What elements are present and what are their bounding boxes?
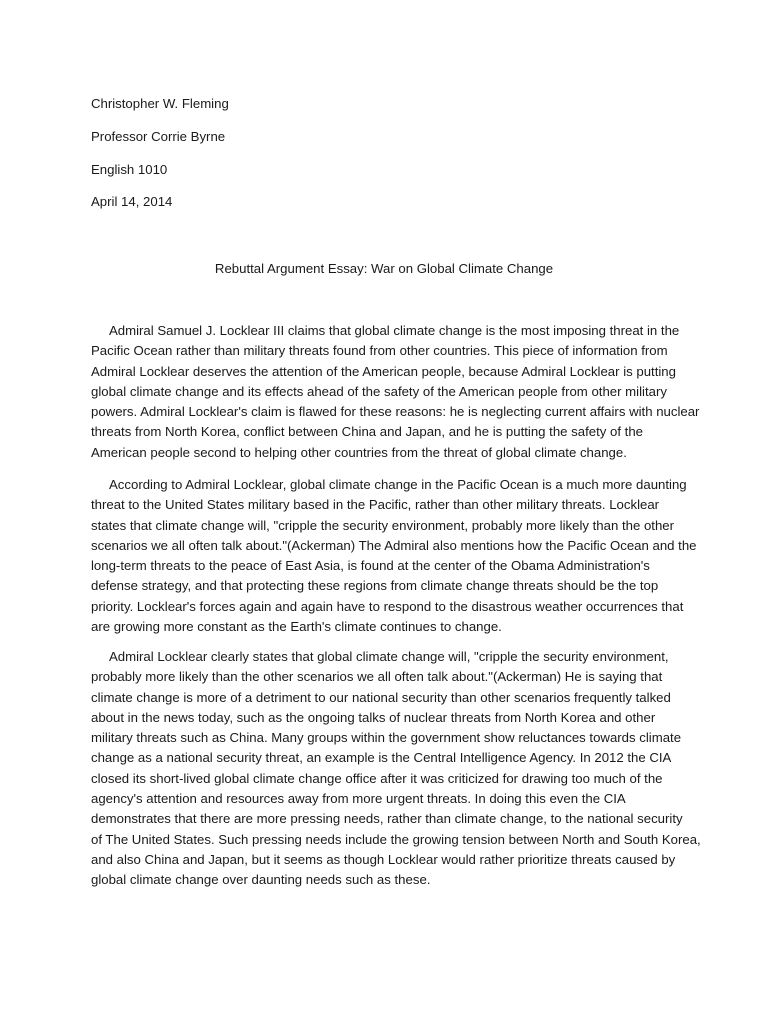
- paragraph-line: Admiral Locklear deserves the attention of the American people, because Admiral Locklear is putting: [91, 363, 676, 379]
- paragraph-line: probably more likely than the other scenarios we all often talk about."(Ackerman) He is saying that: [91, 669, 663, 685]
- paragraph-line: and also China and Japan, but it seems as though Locklear would rather prioritize threats caused by: [91, 851, 676, 867]
- paragraph-line: demonstrates that there are more pressing needs, rather than climate change, to the national security: [91, 811, 683, 827]
- paragraph-line: Admiral Samuel J. Locklear III claims that global climate change is the most imposing threat in the: [109, 323, 680, 338]
- paragraph-line: agency's attention and resources away from more urgent threats. In doing this even the CIA: [91, 791, 626, 807]
- paragraph-line: military threats such as China. Many groups within the government show reluctances towards climate: [91, 730, 682, 746]
- paragraph-line: global climate change over daunting needs such as these.: [91, 872, 431, 888]
- paragraph-3: [91, 647, 701, 891]
- course-name: English 1010: [91, 162, 168, 177]
- paragraph-line: closed its short-lived global climate change office after it was criticized for drawing too much of the: [91, 770, 663, 786]
- essay-title: Rebuttal Argument Essay: War on Global Climate Change: [214, 261, 554, 276]
- paragraph-line: priority. Locklear's forces again and again have to respond to the disastrous weather occurrences that: [91, 598, 684, 614]
- paragraph-line: of The United States. Such pressing needs include the growing tension between North and South Korea,: [91, 831, 701, 847]
- paragraph-line: long-term threats to the peace of East Asia, is found at the center of the Obama Administration's: [91, 558, 650, 574]
- author-name: Christopher W. Fleming: [91, 96, 229, 111]
- paragraph-line: threat to the United States military based in the Pacific, rather than other military threats. Locklear: [91, 497, 660, 513]
- professor-name: Professor Corrie Byrne: [91, 129, 226, 144]
- paragraph-1: [91, 321, 700, 463]
- paragraph-line: are growing more constant as the Earth's climate continues to change.: [91, 619, 502, 635]
- paragraph-2: [91, 475, 697, 637]
- paragraph-line: Pacific Ocean rather than military threats found from other countries. This piece of information from: [91, 343, 668, 359]
- paragraph-line: threats from North Korea, conflict between China and Japan, and he is putting the safety of the: [91, 424, 644, 440]
- paragraph-line: scenarios we all often talk about."(Ackerman) The Admiral also mentions how the Pacific Ocean and the: [91, 537, 697, 553]
- paragraph-line: American people second to helping other countries from the threat of global climate change.: [91, 444, 627, 460]
- paragraph-line: about in the news today, such as the ongoing talks of nuclear threats from North Korea and other: [91, 709, 656, 725]
- paragraph-line: powers. Admiral Locklear's claim is flawed for these reasons: he is neglecting current affairs with nuclear: [91, 404, 700, 420]
- paragraph-line: Admiral Locklear clearly states that global climate change will, "cripple the security environment,: [109, 649, 669, 664]
- paragraph-line: According to Admiral Locklear, global climate change in the Pacific Ocean is a much more daunting: [109, 477, 687, 492]
- paragraph-line: states that climate change will, "cripple the security environment, probably more likely than the other: [91, 517, 675, 533]
- paragraph-line: defense strategy, and that protecting these regions from climate change threats should be the top: [91, 578, 659, 594]
- paragraph-line: climate change is more of a detriment to our national security than other scenarios frequently talked: [91, 689, 671, 705]
- essay-date: April 14, 2014: [91, 194, 173, 209]
- paragraph-line: global climate change and its effects ahead of the safety of the American people from other military: [91, 383, 667, 399]
- paragraph-line: change as a national security threat, an example is the Central Intelligence Agency. In 2012 the CIA: [91, 750, 672, 766]
